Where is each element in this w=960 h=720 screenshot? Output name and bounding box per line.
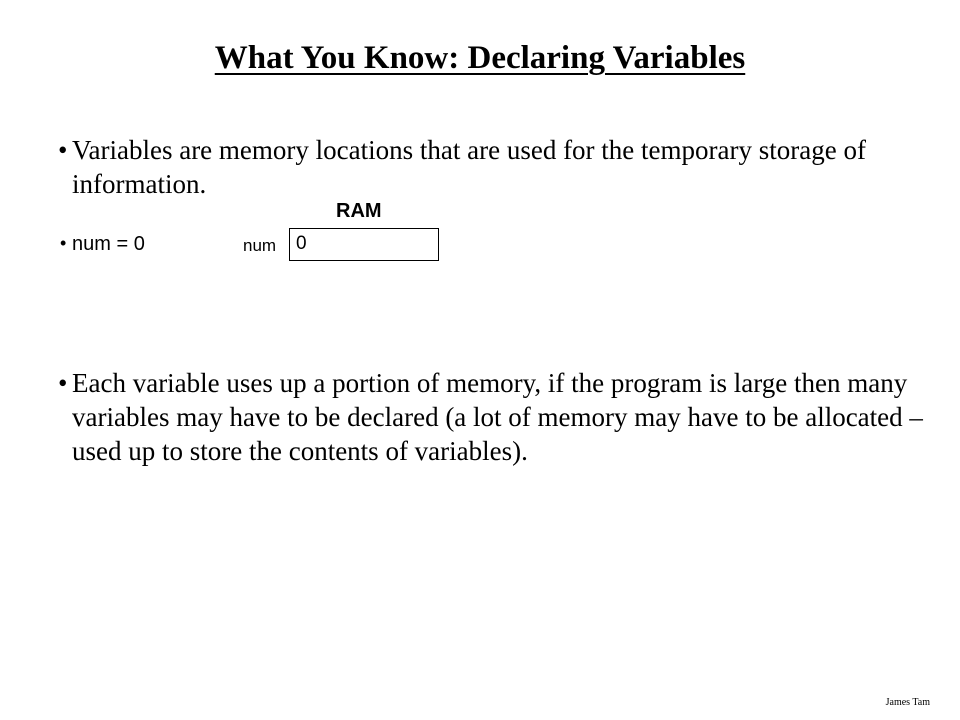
bullet-marker: • (58, 135, 68, 165)
code-example-text: num = 0 (72, 233, 145, 255)
memory-cell (289, 228, 439, 261)
bullet-memory-usage (58, 366, 932, 468)
ram-label: RAM (336, 200, 382, 222)
bullet-text: Each variable uses up a portion of memory, if the program is large then many variables may have to be declared (a lot of memory may have to be allocated – used up to store the contents of variables). (72, 368, 923, 466)
bullet-code-example (60, 233, 145, 256)
memory-cell-value: 0 (296, 233, 307, 254)
bullet-marker: • (58, 368, 68, 398)
author-footer: James Tam (885, 697, 930, 708)
bullet-marker: • (60, 233, 67, 253)
bullet-variables-definition (58, 133, 912, 201)
bullet-text: Variables are memory locations that are used for the temporary storage of information. (72, 135, 866, 199)
slide-title: What You Know: Declaring Variables (214, 40, 746, 76)
variable-name-label: num (243, 236, 277, 255)
